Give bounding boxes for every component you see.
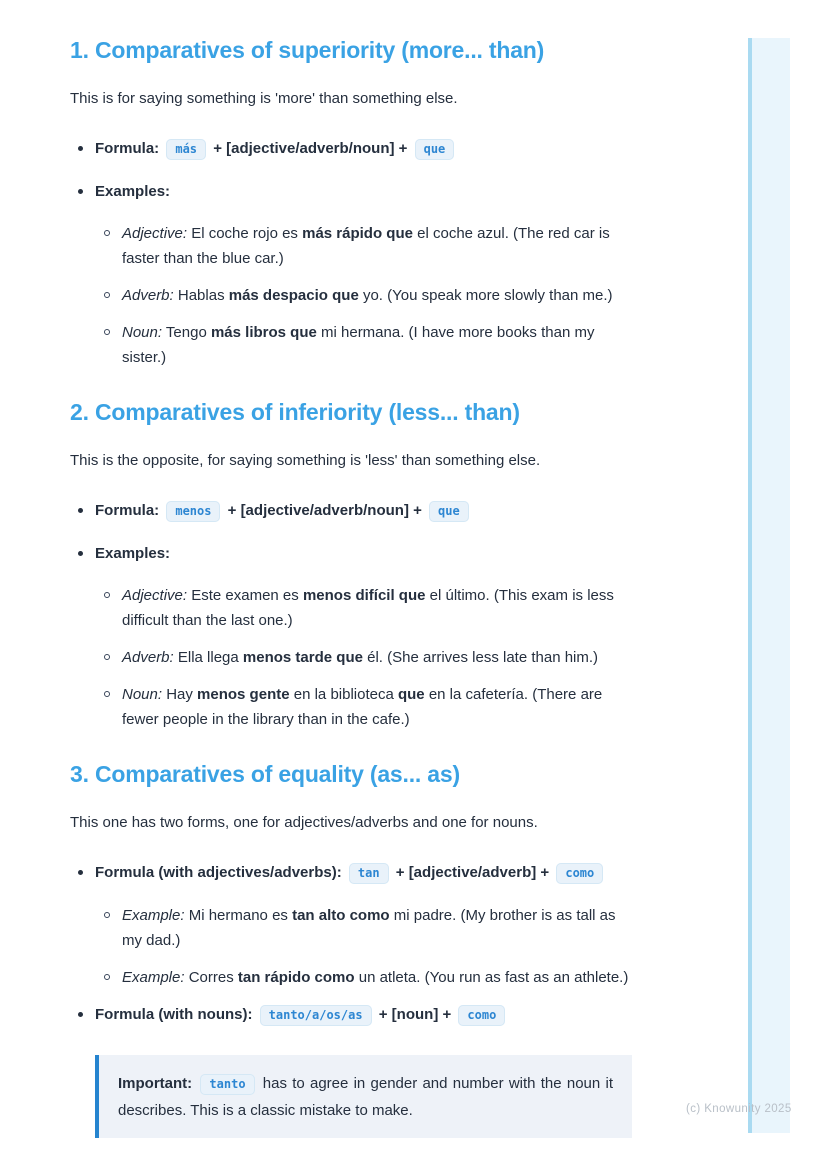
examples-label	[95, 183, 170, 200]
example-item-adverb	[97, 283, 632, 308]
example-item-noun	[97, 682, 632, 732]
text-run: Important:	[118, 1075, 193, 1092]
section-2-intro: This is the opposite, for saying something is 'less' than something else.	[70, 452, 541, 469]
formula-item	[70, 136, 632, 162]
text-run: + [adjective/adverb] +	[391, 864, 554, 881]
text-run: Corres	[184, 969, 238, 986]
example-item-noun	[97, 320, 632, 370]
code-chip: tanto	[200, 1074, 254, 1095]
text-run: Adjective:	[122, 225, 188, 242]
text-run: en la cafetería. (There are fewer people in the library than in the cafe.)	[122, 686, 603, 728]
example-text	[122, 649, 598, 666]
text-run: Formula (with adjectives/adverbs):	[95, 864, 346, 881]
section-2-heading: 2. Comparatives of inferiority (less... than)	[70, 399, 520, 425]
example-text	[122, 907, 616, 949]
code-chip: que	[429, 501, 469, 522]
text-run: + [noun] +	[374, 1006, 456, 1023]
formula-item	[70, 498, 632, 524]
text-run: + [adjective/adverb/noun] +	[223, 502, 427, 519]
example-text	[122, 287, 613, 304]
example-text	[122, 587, 614, 629]
example-text	[122, 969, 628, 986]
code-chip: tan	[349, 863, 389, 884]
examples-label-item	[70, 179, 632, 204]
formula-text	[95, 502, 472, 519]
text-run: Hablas	[173, 287, 229, 304]
examples-label-item	[70, 541, 632, 566]
example-text	[122, 686, 602, 728]
text-run: más rápido que	[302, 225, 413, 242]
section-3-list	[70, 860, 632, 1028]
text-run: Example:	[122, 907, 185, 924]
text-run: un atleta. (You run as fast as an athlete.)	[354, 969, 629, 986]
text-run: El coche rojo es	[187, 225, 303, 242]
section-3-intro: This one has two forms, one for adjectives/adverbs and one for nouns.	[70, 814, 538, 831]
code-chip: menos	[166, 501, 220, 522]
text-run: + [adjective/adverb/noun] +	[209, 140, 412, 157]
document-content	[70, 30, 632, 1138]
section-1-intro: This is for saying something is 'more' than something else.	[70, 90, 458, 107]
text-run: Ella llega	[173, 649, 243, 666]
important-callout	[95, 1055, 632, 1138]
text-run: Tengo	[162, 324, 211, 341]
example-text	[122, 225, 610, 267]
code-chip: que	[415, 139, 455, 160]
text-run: menos gente	[197, 686, 290, 703]
formula-text	[95, 864, 606, 881]
section-2-list	[70, 498, 632, 732]
formula-text	[95, 1006, 508, 1023]
example-item	[97, 903, 632, 953]
text-run: Formula:	[95, 502, 164, 519]
examples-label	[95, 545, 170, 562]
text-run: que	[397, 686, 425, 703]
text-run: mi hermana. (I have more books than my sister.)	[122, 324, 595, 366]
code-chip: como	[458, 1005, 505, 1026]
code-chip: más	[166, 139, 206, 160]
text-run: Noun:	[122, 324, 163, 341]
example-text	[122, 324, 594, 366]
section-3-heading: 3. Comparatives of equality (as... as)	[70, 761, 460, 787]
callout-text	[118, 1075, 613, 1119]
formula-text	[95, 140, 457, 157]
text-run: Examples:	[95, 545, 171, 562]
text-run: Formula (with nouns):	[95, 1006, 257, 1023]
scrollbar[interactable]	[748, 38, 790, 1133]
text-run: mi padre. (My brother is as tall as my dad.)	[122, 907, 616, 949]
text-run: Adverb:	[122, 649, 174, 666]
text-run: Adjective:	[122, 587, 188, 604]
text-run: Formula:	[95, 140, 164, 157]
text-run: tan rápido como	[237, 969, 355, 986]
formula-item-nouns	[70, 1002, 632, 1028]
code-chip: como	[556, 863, 603, 884]
text-run: Este examen es	[187, 587, 303, 604]
watermark-copyright: (c) Knowunity 2025	[686, 1103, 792, 1115]
text-run: Mi hermano es	[184, 907, 293, 924]
text-run: menos tarde que	[242, 649, 363, 666]
text-run: yo. (You speak more slowly than me.)	[358, 287, 613, 304]
text-run: Examples:	[95, 183, 171, 200]
formula-item-adjectives	[70, 860, 632, 886]
text-run: Noun:	[122, 686, 163, 703]
text-run: él. (She arrives less late than him.)	[362, 649, 599, 666]
text-run: más despacio que	[228, 287, 359, 304]
example-item-adjective	[97, 221, 632, 271]
text-run: en la biblioteca	[289, 686, 398, 703]
section-1-heading: 1. Comparatives of superiority (more... than)	[70, 37, 545, 63]
example-item-adverb	[97, 645, 632, 670]
example-item-adjective	[97, 583, 632, 633]
text-run: tan alto como	[292, 907, 390, 924]
text-run: el último. (This exam is less difficult than the last one.)	[122, 587, 614, 629]
text-run: Hay	[162, 686, 198, 703]
text-run: el coche azul. (The red car is faster than the blue car.)	[122, 225, 610, 267]
text-run: Example:	[122, 969, 185, 986]
text-run: has to agree in gender and number with the noun it describes. This is a classic mistake to make.	[118, 1075, 613, 1119]
text-run: Adverb:	[122, 287, 174, 304]
section-1-list	[70, 136, 632, 370]
text-run: más libros que	[210, 324, 317, 341]
example-item	[97, 965, 632, 990]
text-run: menos difícil que	[302, 587, 426, 604]
code-chip: tanto/a/os/as	[260, 1005, 372, 1026]
text-run	[192, 1075, 197, 1092]
